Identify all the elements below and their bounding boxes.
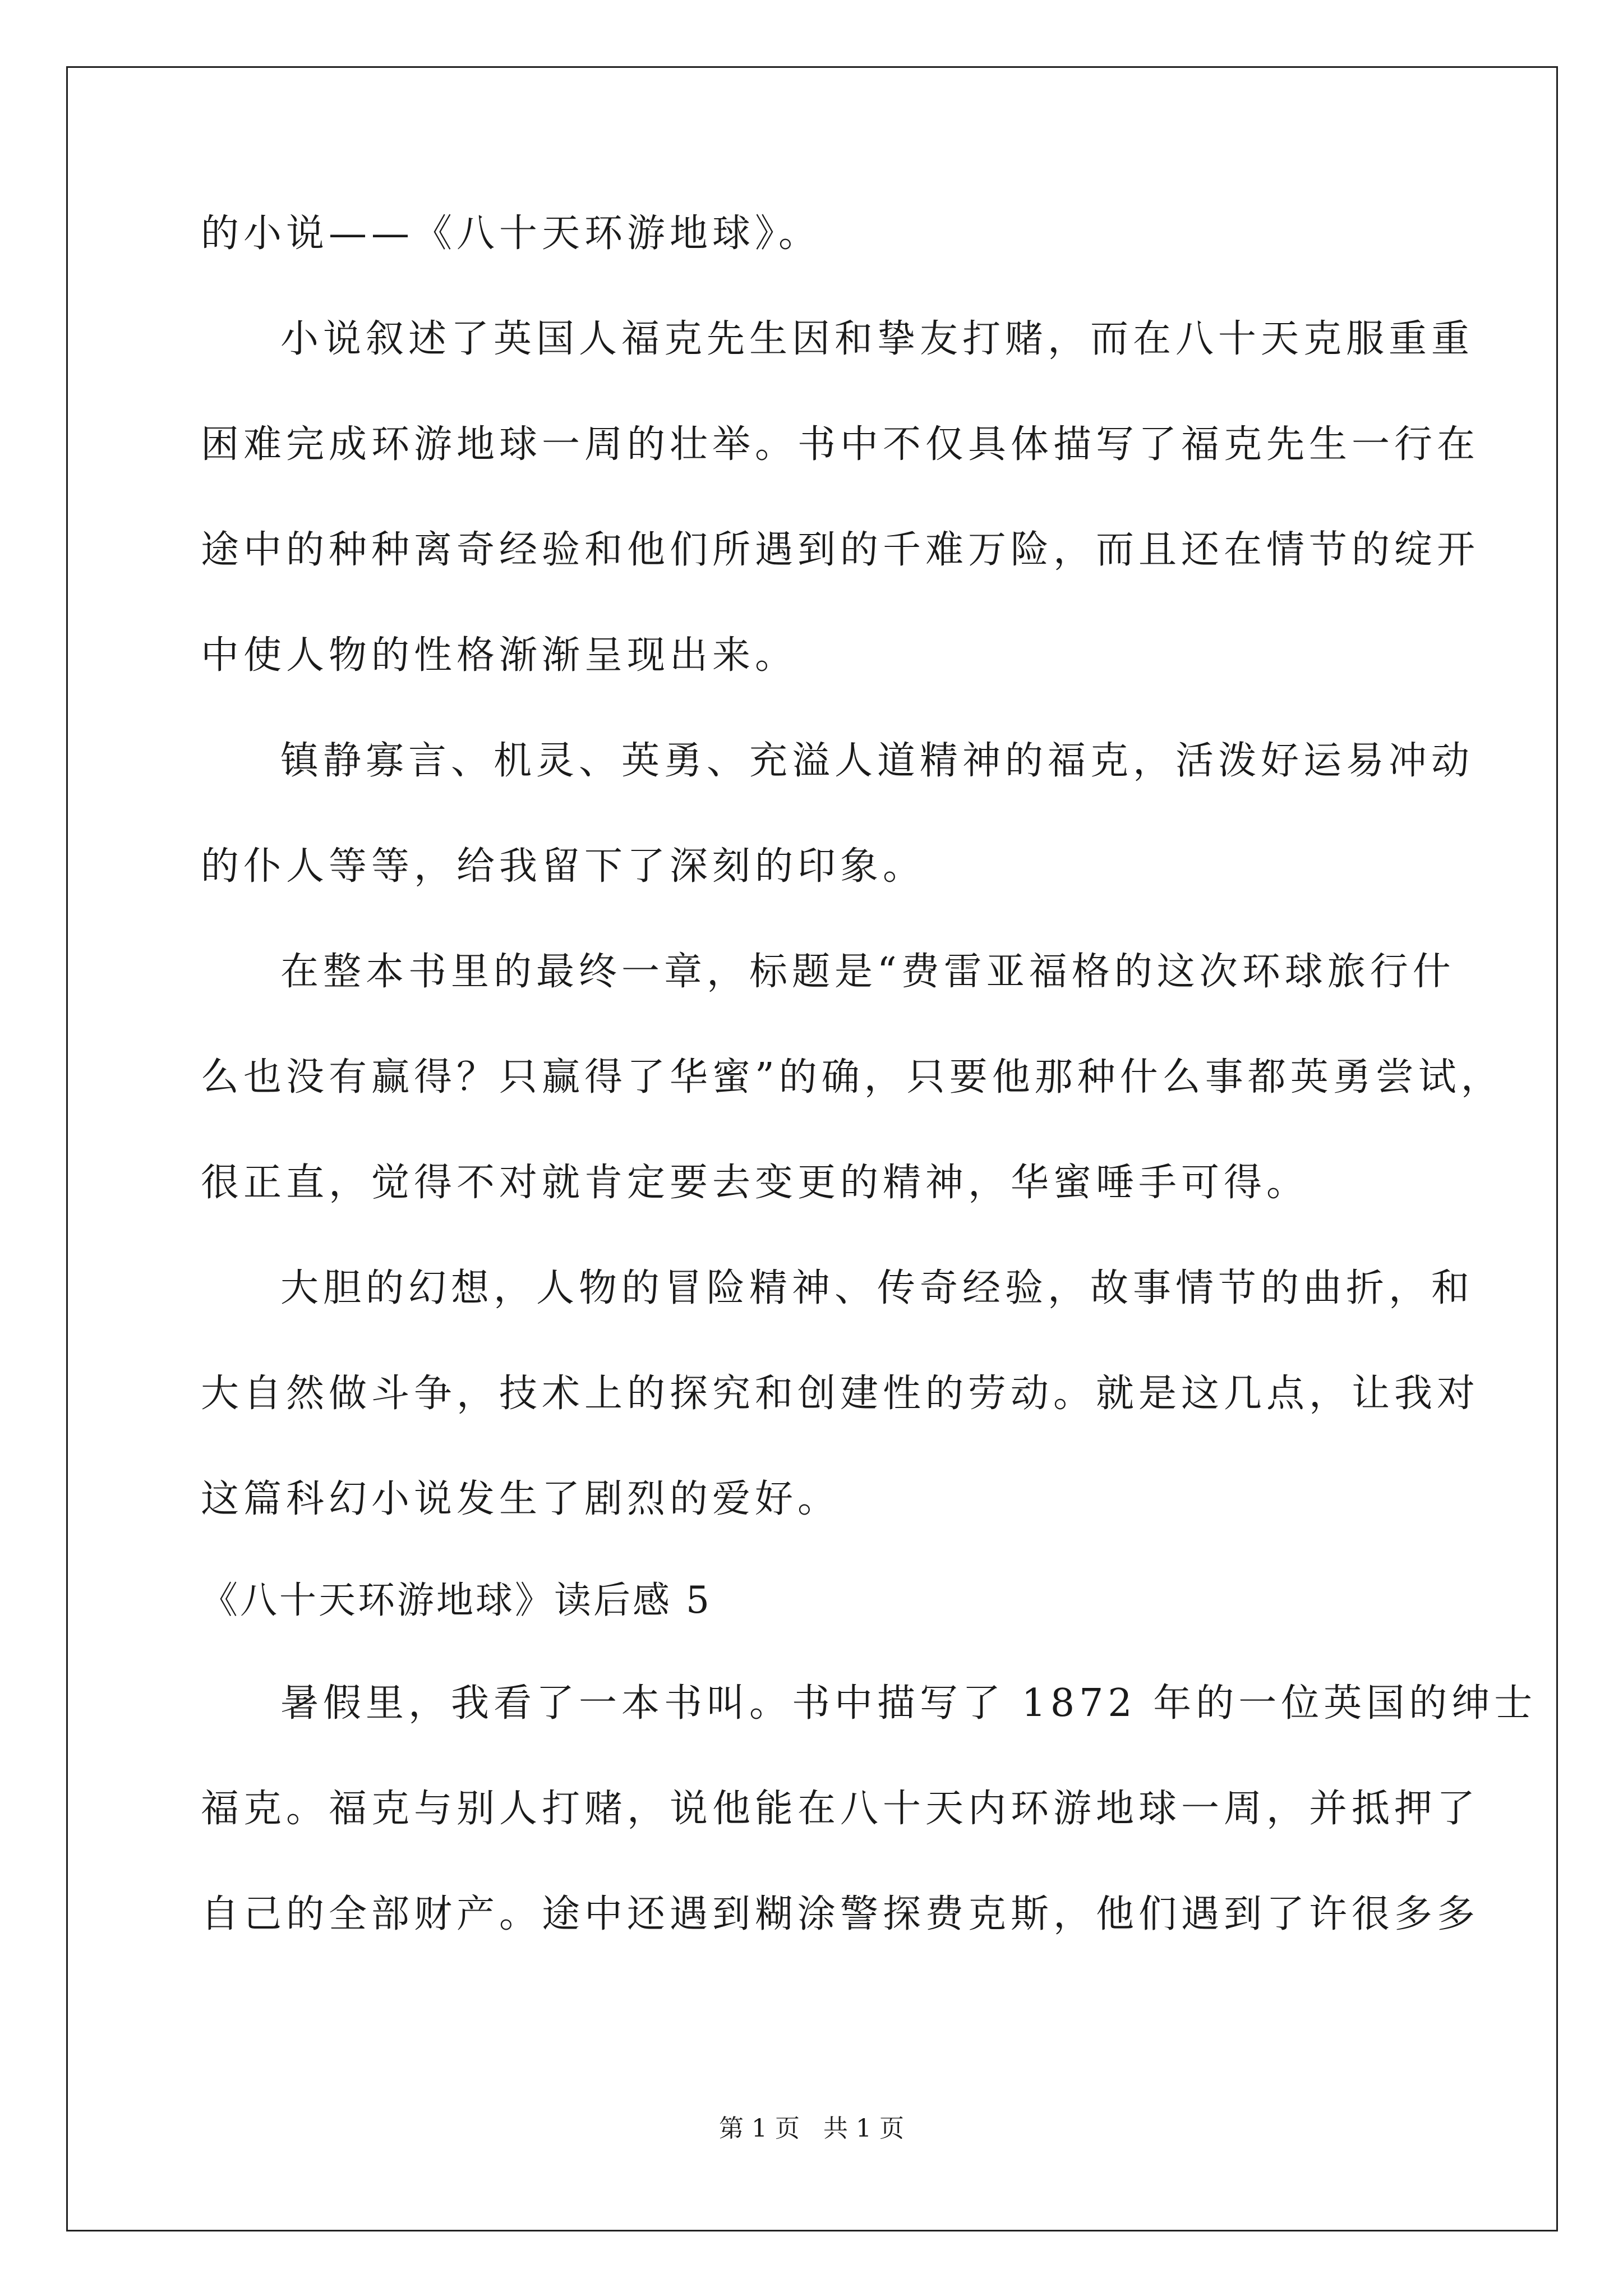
page-footer	[0, 2112, 1623, 2146]
text-line: 的小说——《八十天环游地球》。	[201, 211, 822, 256]
text-line: 在整本书里的最终一章，标题是“费雷亚福格的这次环球旅行什	[280, 950, 1455, 994]
text-line: 途中的种种离奇经验和他们所遇到的千难万险，而且还在情节的绽开	[201, 528, 1480, 572]
text-line: 小说叙述了英国人福克先生因和挚友打赌，而在八十天克服重重	[280, 317, 1474, 361]
text-line: 镇静寡言、机灵、英勇、充溢人道精神的福克，活泼好运易冲动	[280, 739, 1474, 783]
text-line: 中使人物的性格渐渐呈现出来。	[201, 633, 798, 678]
text-line: 自己的全部财产。途中还遇到糊涂警探费克斯，他们遇到了许很多多	[201, 1892, 1480, 1936]
section-heading: 《八十天环游地球》读后感 5	[201, 1579, 712, 1622]
text-line: 困难完成环游地球一周的壮举。书中不仅具体描写了福克先生一行在	[201, 422, 1480, 467]
page-number-current: 第 1 页	[719, 2114, 800, 2143]
text-line: 的仆人等等，给我留下了深刻的印象。	[201, 844, 926, 889]
text-line: 这篇科幻小说发生了剧烈的爱好。	[201, 1477, 841, 1521]
text-line: 很正直，觉得不对就肯定要去变更的精神，华蜜唾手可得。	[201, 1161, 1310, 1205]
text-line: 大胆的幻想，人物的冒险精神、传奇经验，故事情节的曲折，和	[280, 1266, 1474, 1310]
text-line: 大自然做斗争，技术上的探究和创建性的劳动。就是这几点，让我对	[201, 1372, 1480, 1416]
text-line: 福克。福克与别人打赌，说他能在八十天内环游地球一周，并抵押了	[201, 1787, 1480, 1831]
text-line: 么也没有赢得？只赢得了华蜜”的确，只要他那种什么事都英勇尝试，	[201, 1055, 1504, 1099]
page-number-total: 共 1 页	[823, 2114, 904, 2143]
text-line: 暑假里，我看了一本书叫。书中描写了 1872 年的一位英国的绅士	[280, 1681, 1537, 1726]
